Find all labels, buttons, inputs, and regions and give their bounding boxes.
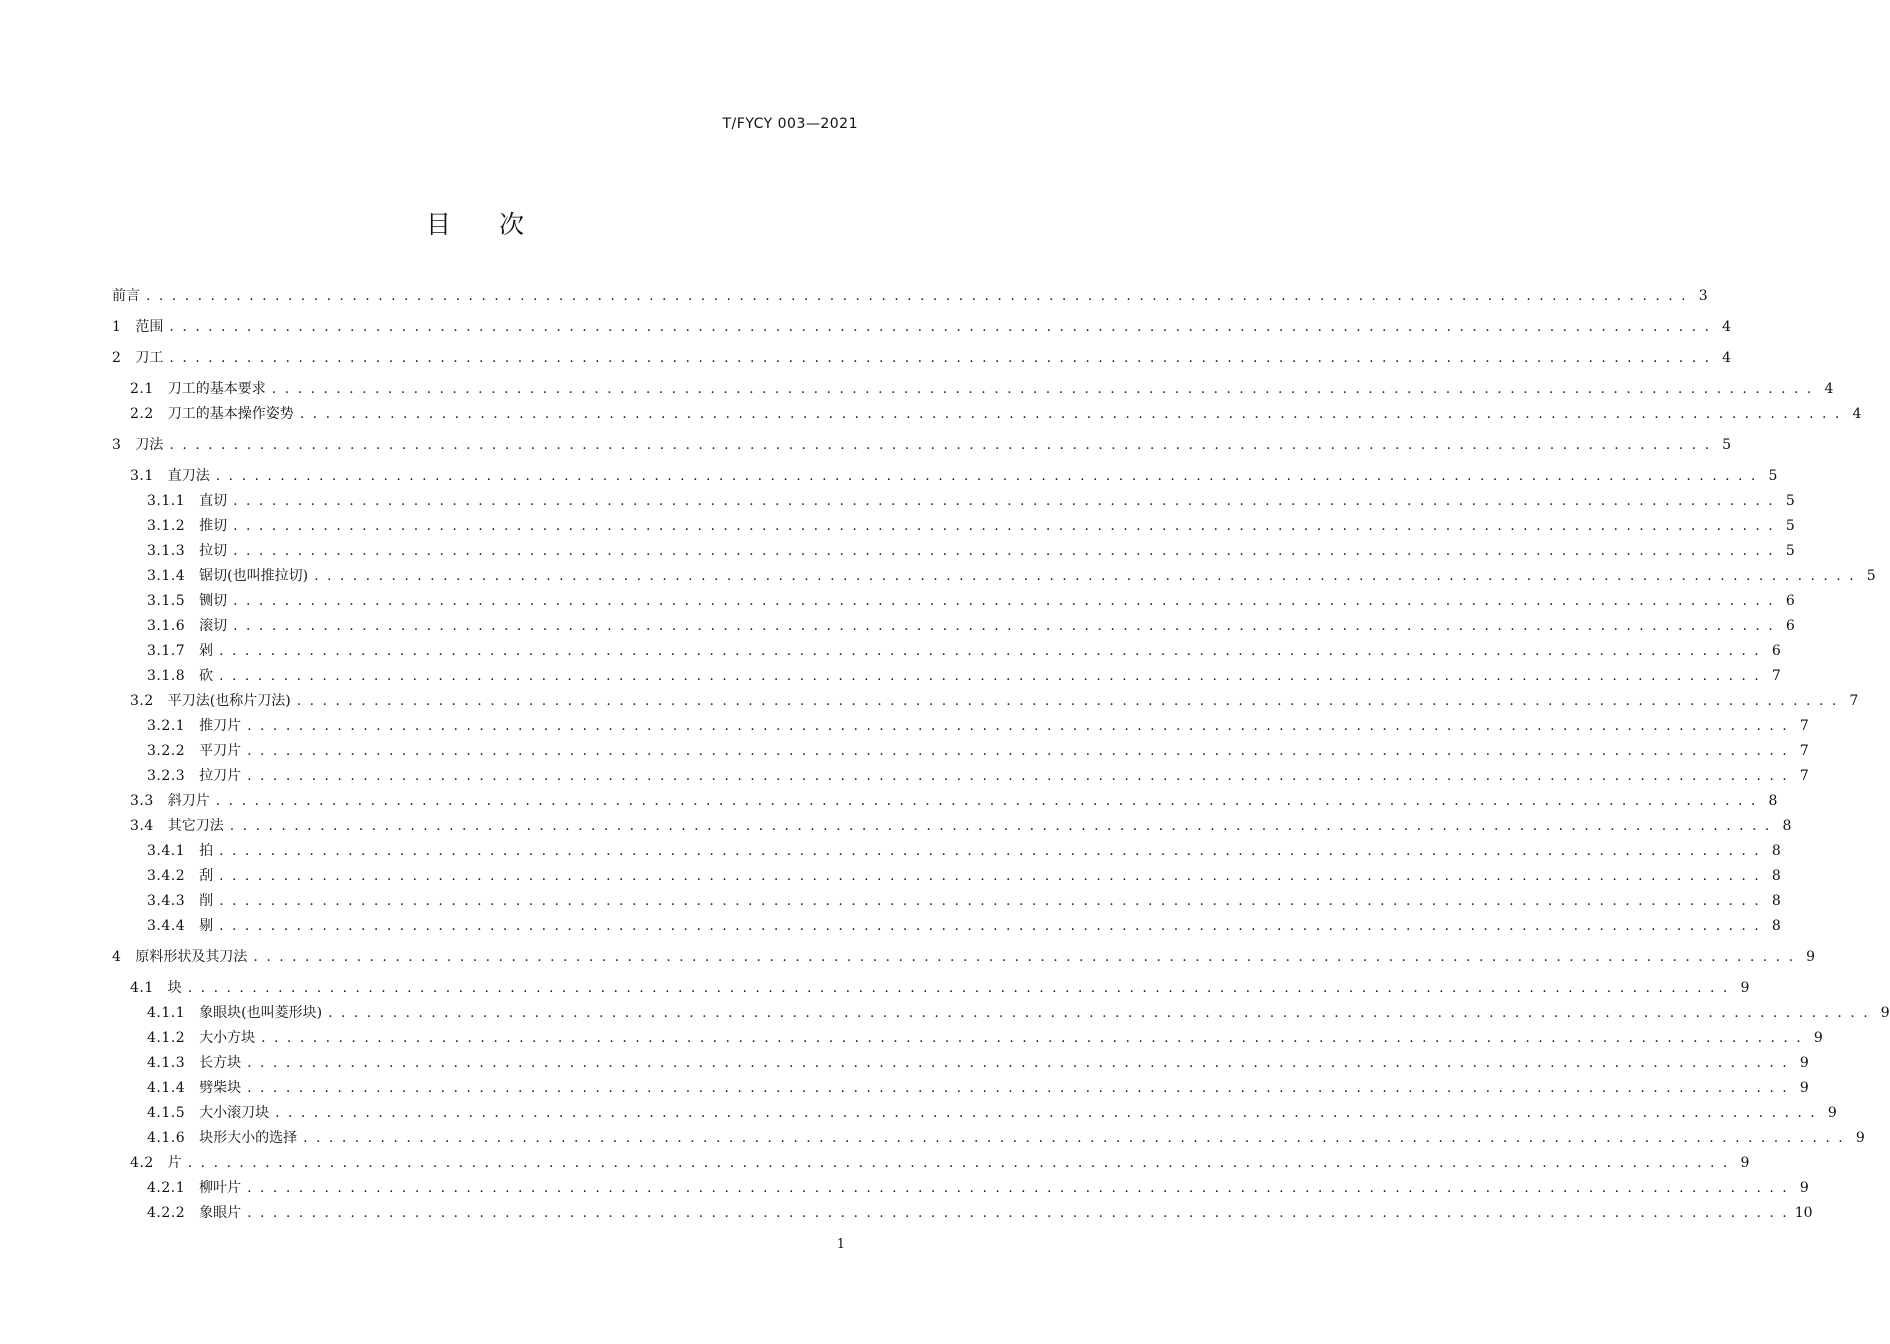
toc-entry-number: 4.1.4 (147, 1080, 186, 1096)
toc-leader-dots: . . . . . . . . . . . . . . . . . . . . . . . . . . . . . . . . . . . . . . . . . . . . . . . . . . . . . . . . . . . . . . . . . . . . . . . . . . . . . . . . . . . . . . . . . . . . . . . . . . . . . . . . . . . . . . . . . . . . . . . . (233, 543, 1775, 559)
toc-entry-number: 3.3 (130, 793, 154, 809)
toc-entry-number: 3.1.2 (147, 518, 186, 534)
toc-entry[interactable] (112, 1151, 1750, 1176)
toc-leader-dots: . . . . . . . . . . . . . . . . . . . . . . . . . . . . . . . . . . . . . . . . . . . . . . . . . . . . . . . . . . . . . . . . . . . . . . . . . . . . . . . . . . . . . . . . . . . . . . . . . . . . . . . . . . . . . . . . . . . . . . . . (169, 319, 1712, 335)
toc-entry[interactable] (112, 739, 1809, 764)
toc-entry-label: 块形大小的选择 (199, 1130, 298, 1146)
toc-leader-dots: . . . . . . . . . . . . . . . . . . . . . . . . . . . . . . . . . . . . . . . . . . . . . . . . . . . . . . . . . . . . . . . . . . . . . . . . . . . . . . . . . . . . . . . . . . . . . . . . . . . . . . . . . . . . . . . . . . . . . . . . (296, 693, 1839, 709)
toc-entry-label: 大小滚刀块 (199, 1105, 270, 1121)
toc-leader-dots: . . . . . . . . . . . . . . . . . . . . . . . . . . . . . . . . . . . . . . . . . . . . . . . . . . . . . . . . . . . . . . . . . . . . . . . . . . . . . . . . . . . . . . . . . . . . . . . . . . . . . . . . . . . . . . . . . . . . . . . . (233, 518, 1775, 534)
toc-entry-number: 4 (112, 949, 122, 965)
toc-entry-label: 片 (167, 1155, 182, 1171)
toc-entry-number: 2 (112, 350, 122, 366)
toc-entry-label: 拍 (199, 843, 214, 859)
toc-leader-dots: . . . . . . . . . . . . . . . . . . . . . . . . . . . . . . . . . . . . . . . . . . . . . . . . . . . . . . . . . . . . . . . . . . . . . . . . . . . . . . . . . . . . . . . . . . . . . . . . . . . . . . . . . . . . . . . . . . . . . . . . (253, 949, 1796, 965)
toc-entry-number: 4.1.5 (147, 1105, 186, 1121)
toc-leader-dots: . . . . . . . . . . . . . . . . . . . . . . . . . . . . . . . . . . . . . . . . . . . . . . . . . . . . . . . . . . . . . . . . . . . . . . . . . . . . . . . . . . . . . . . . . . . . . . . . . . . . . . . . . . . . . . . . . . . . . . . . (314, 568, 1856, 584)
toc-entry-number: 3 (112, 437, 122, 453)
toc-leader-dots: . . . . . . . . . . . . . . . . . . . . . . . . . . . . . . . . . . . . . . . . . . . . . . . . . . . . . . . . . . . . . . . . . . . . . . . . . . . . . . . . . . . . . . . . . . . . . . . . . . . . . . . . . . . . . . . . . . . . . . . . (169, 350, 1712, 366)
toc-leader-dots: . . . . . . . . . . . . . . . . . . . . . . . . . . . . . . . . . . . . . . . . . . . . . . . . . . . . . . . . . . . . . . . . . . . . . . . . . . . . . . . . . . . . . . . . . . . . . . . . . . . . . . . . . . . . . . . . . . . . . . . . (247, 718, 1789, 734)
toc-entry-label: 拉切 (199, 543, 228, 559)
toc-entry-label: 平刀片 (199, 743, 242, 759)
toc-entry-page: 7 (1771, 668, 1781, 684)
toc-entry-page: 5 (1722, 437, 1732, 453)
toc-leader-dots: . . . . . . . . . . . . . . . . . . . . . . . . . . . . . . . . . . . . . . . . . . . . . . . . . . . . . . . . . . . . . . . . . . . . . . . . . . . . . . . . . . . . . . . . . . . . . . . . . . . . . . . . . . . . . . . . . . . . . . . . (146, 288, 1688, 304)
toc-entry[interactable] (112, 614, 1795, 639)
toc-entry[interactable] (112, 1026, 1823, 1051)
toc-entry[interactable] (112, 433, 1732, 458)
toc-leader-dots: . . . . . . . . . . . . . . . . . . . . . . . . . . . . . . . . . . . . . . . . . . . . . . . . . . . . . . . . . . . . . . . . . . . . . . . . . . . . . . . . . . . . . . . . . . . . . . . . . . . . . . . . . . . . . . . . . . . . . . . . (229, 818, 1772, 834)
toc-entry-number: 3.2.1 (147, 718, 186, 734)
toc-entry-page: 9 (1806, 949, 1816, 965)
toc-entry[interactable] (112, 889, 1781, 914)
toc-leader-dots: . . . . . . . . . . . . . . . . . . . . . . . . . . . . . . . . . . . . . . . . . . . . . . . . . . . . . . . . . . . . . . . . . . . . . . . . . . . . . . . . . . . . . . . . . . . . . . . . . . . . . . . . . . . . . . . . . . . . . . . . (219, 643, 1761, 659)
toc-entry-number: 4.2 (130, 1155, 154, 1171)
toc-entry-label: 直刀法 (167, 468, 210, 484)
toc-entry-label: 推刀片 (199, 718, 242, 734)
toc-entry-number: 2.2 (130, 406, 154, 422)
toc-leader-dots: . . . . . . . . . . . . . . . . . . . . . . . . . . . . . . . . . . . . . . . . . . . . . . . . . . . . . . . . . . . . . . . . . . . . . . . . . . . . . . . . . . . . . . . . . . . . . . . . . . . . . . . . . . . . . . . . . . . . . . . . (219, 843, 1761, 859)
toc-entry-page: 8 (1768, 793, 1778, 809)
toc-entry-page: 4 (1722, 319, 1732, 335)
toc-entry[interactable] (112, 284, 1708, 309)
toc-entry[interactable] (112, 814, 1792, 839)
document-code: T/FYCY 003—2021 (722, 116, 858, 132)
toc-entry-number: 3.4.3 (147, 893, 186, 909)
toc-entry[interactable] (112, 914, 1781, 939)
toc-entry[interactable] (112, 539, 1795, 564)
toc-entry-page: 7 (1799, 718, 1809, 734)
toc-entry-page: 9 (1880, 1005, 1890, 1021)
toc-entry[interactable] (112, 664, 1781, 689)
toc-entry-number: 3.1.5 (147, 593, 186, 609)
toc-entry-label: 刀工的基本要求 (167, 381, 266, 397)
toc-leader-dots: . . . . . . . . . . . . . . . . . . . . . . . . . . . . . . . . . . . . . . . . . . . . . . . . . . . . . . . . . . . . . . . . . . . . . . . . . . . . . . . . . . . . . . . . . . . . . . . . . . . . . . . . . . . . . . . . . . . . . . . . (233, 618, 1775, 634)
toc-entry-page: 5 (1768, 468, 1778, 484)
toc-leader-dots: . . . . . . . . . . . . . . . . . . . . . . . . . . . . . . . . . . . . . . . . . . . . . . . . . . . . . . . . . . . . . . . . . . . . . . . . . . . . . . . . . . . . . . . . . . . . . . . . . . . . . . . . . . . . . . . . . . . . . . . . (219, 868, 1761, 884)
toc-entry[interactable] (112, 377, 1834, 402)
toc-entry-label: 范围 (135, 319, 164, 335)
toc-leader-dots: . . . . . . . . . . . . . . . . . . . . . . . . . . . . . . . . . . . . . . . . . . . . . . . . . . . . . . . . . . . . . . . . . . . . . . . . . . . . . . . . . . . . . . . . . . . . . . . . . . . . . . . . . . . . . . . . . . . . . . . . (215, 468, 1758, 484)
toc-entry-number: 3.2.3 (147, 768, 186, 784)
toc-entry-label: 滚切 (199, 618, 228, 634)
toc-entry-label: 柳叶片 (199, 1180, 242, 1196)
toc-entry[interactable] (112, 315, 1732, 340)
toc-entry-page: 9 (1799, 1055, 1809, 1071)
toc-leader-dots: . . . . . . . . . . . . . . . . . . . . . . . . . . . . . . . . . . . . . . . . . . . . . . . . . . . . . . . . . . . . . . . . . . . . . . . . . . . . . . . . . . . . . . . . . . . . . . . . . . . . . . . . . . . . . . . . . . . . . . . . (169, 437, 1712, 453)
toc-entry-page: 5 (1785, 518, 1795, 534)
toc-entry-page: 9 (1855, 1130, 1865, 1146)
toc-entry-label: 其它刀法 (167, 818, 224, 834)
toc-leader-dots: . . . . . . . . . . . . . . . . . . . . . . . . . . . . . . . . . . . . . . . . . . . . . . . . . . . . . . . . . . . . . . . . . . . . . . . . . . . . . . . . . . . . . . . . . . . . . . . . . . . . . . . . . . . . . . . . . . . . . . . . (303, 1130, 1845, 1146)
toc-entry-label: 大小方块 (199, 1030, 256, 1046)
toc-entry-page: 8 (1771, 893, 1781, 909)
toc-entry-page: 4 (1722, 350, 1732, 366)
toc-entry-label: 拉刀片 (199, 768, 242, 784)
toc-entry-page: 9 (1740, 1155, 1750, 1171)
toc-entry-number: 3.1.6 (147, 618, 186, 634)
toc-entry-label: 刀法 (135, 437, 164, 453)
toc-leader-dots: . . . . . . . . . . . . . . . . . . . . . . . . . . . . . . . . . . . . . . . . . . . . . . . . . . . . . . . . . . . . . . . . . . . . . . . . . . . . . . . . . . . . . . . . . . . . . . . . . . . . . . . . . . . . . . . . . . . . . . . . (328, 1005, 1870, 1021)
toc-entry-number: 3.2.2 (147, 743, 186, 759)
toc-entry-label: 原料形状及其刀法 (135, 949, 248, 965)
toc-entry-label: 砍 (199, 668, 214, 684)
toc-entry-page: 8 (1771, 868, 1781, 884)
toc-entry-page: 9 (1740, 980, 1750, 996)
toc-entry[interactable] (112, 864, 1781, 889)
toc-leader-dots: . . . . . . . . . . . . . . . . . . . . . . . . . . . . . . . . . . . . . . . . . . . . . . . . . . . . . . . . . . . . . . . . . . . . . . . . . . . . . . . . . . . . . . . . . . . . . . . . . . . . . . . . . . . . . . . . . . . . . . . . (271, 381, 1814, 397)
toc-leader-dots: . . . . . . . . . . . . . . . . . . . . . . . . . . . . . . . . . . . . . . . . . . . . . . . . . . . . . . . . . . . . . . . . . . . . . . . . . . . . . . . . . . . . . . . . . . . . . . . . . . . . . . . . . . . . . . . . . . . . . . . . (233, 593, 1775, 609)
toc-entry-number: 3.4.2 (147, 868, 186, 884)
toc-leader-dots: . . . . . . . . . . . . . . . . . . . . . . . . . . . . . . . . . . . . . . . . . . . . . . . . . . . . . . . . . . . . . . . . . . . . . . . . . . . . . . . . . . . . . . . . . . . . . . . . . . . . . . . . . . . . . . . . . . . . . . . . (219, 668, 1761, 684)
toc-entry[interactable] (112, 689, 1859, 714)
toc-entry[interactable] (112, 514, 1795, 539)
toc-entry-number: 3.1.7 (147, 643, 186, 659)
toc-entry-label: 平刀法(也称片刀法) (167, 693, 291, 709)
toc-entry-label: 前言 (112, 288, 140, 304)
toc-entry-page: 8 (1782, 818, 1792, 834)
toc-entry[interactable] (112, 714, 1809, 739)
toc-leader-dots: . . . . . . . . . . . . . . . . . . . . . . . . . . . . . . . . . . . . . . . . . . . . . . . . . . . . . . . . . . . . . . . . . . . . . . . . . . . . . . . . . . . . . . . . . . . . . . . . . . . . . . . . . . . . . . . . . . . . . . . . (247, 1205, 1789, 1221)
toc-entry[interactable] (112, 402, 1862, 427)
toc-leader-dots: . . . . . . . . . . . . . . . . . . . . . . . . . . . . . . . . . . . . . . . . . . . . . . . . . . . . . . . . . . . . . . . . . . . . . . . . . . . . . . . . . . . . . . . . . . . . . . . . . . . . . . . . . . . . . . . . . . . . . . . . (233, 493, 1775, 509)
toc-entry[interactable] (112, 764, 1809, 789)
toc-entry-page: 9 (1799, 1080, 1809, 1096)
toc-leader-dots: . . . . . . . . . . . . . . . . . . . . . . . . . . . . . . . . . . . . . . . . . . . . . . . . . . . . . . . . . . . . . . . . . . . . . . . . . . . . . . . . . . . . . . . . . . . . . . . . . . . . . . . . . . . . . . . . . . . . . . . . (247, 1055, 1789, 1071)
toc-leader-dots: . . . . . . . . . . . . . . . . . . . . . . . . . . . . . . . . . . . . . . . . . . . . . . . . . . . . . . . . . . . . . . . . . . . . . . . . . . . . . . . . . . . . . . . . . . . . . . . . . . . . . . . . . . . . . . . . . . . . . . . . (275, 1105, 1817, 1121)
toc-entry-label: 块 (167, 980, 182, 996)
toc-entry-page: 10 (1794, 1205, 1813, 1221)
toc-entry-label: 剁 (199, 643, 214, 659)
toc-entry[interactable] (112, 976, 1750, 1001)
toc-leader-dots: . . . . . . . . . . . . . . . . . . . . . . . . . . . . . . . . . . . . . . . . . . . . . . . . . . . . . . . . . . . . . . . . . . . . . . . . . . . . . . . . . . . . . . . . . . . . . . . . . . . . . . . . . . . . . . . . . . . . . . . . (187, 980, 1730, 996)
toc-entry[interactable] (112, 839, 1781, 864)
toc-entry-number: 3.1.4 (147, 568, 186, 584)
toc-entry-number: 4.2.1 (147, 1180, 186, 1196)
toc-entry-page: 6 (1785, 618, 1795, 634)
toc-entry-number: 3.4.4 (147, 918, 186, 934)
toc-entry-label: 刀工 (135, 350, 164, 366)
toc-entry-page: 6 (1785, 593, 1795, 609)
toc-entry[interactable] (112, 564, 1876, 589)
toc-leader-dots: . . . . . . . . . . . . . . . . . . . . . . . . . . . . . . . . . . . . . . . . . . . . . . . . . . . . . . . . . . . . . . . . . . . . . . . . . . . . . . . . . . . . . . . . . . . . . . . . . . . . . . . . . . . . . . . . . . . . . . . . (215, 793, 1758, 809)
toc-entry-number: 1 (112, 319, 122, 335)
toc-entry[interactable] (112, 1051, 1809, 1076)
page-title: 目 次 (426, 210, 544, 239)
toc-entry-label: 锯切(也叫推拉切) (199, 568, 309, 584)
toc-entry-number: 3.1.8 (147, 668, 186, 684)
toc-entry-number: 3.1 (130, 468, 154, 484)
toc-leader-dots: . . . . . . . . . . . . . . . . . . . . . . . . . . . . . . . . . . . . . . . . . . . . . . . . . . . . . . . . . . . . . . . . . . . . . . . . . . . . . . . . . . . . . . . . . . . . . . . . . . . . . . . . . . . . . . . . . . . . . . . . (219, 893, 1761, 909)
toc-entry-number: 4.1.2 (147, 1030, 186, 1046)
toc-leader-dots: . . . . . . . . . . . . . . . . . . . . . . . . . . . . . . . . . . . . . . . . . . . . . . . . . . . . . . . . . . . . . . . . . . . . . . . . . . . . . . . . . . . . . . . . . . . . . . . . . . . . . . . . . . . . . . . . . . . . . . . . (299, 406, 1842, 422)
toc-entry-page: 6 (1771, 643, 1781, 659)
toc-entry[interactable] (112, 1101, 1837, 1126)
toc-entry-label: 劈柴块 (199, 1080, 242, 1096)
toc-leader-dots: . . . . . . . . . . . . . . . . . . . . . . . . . . . . . . . . . . . . . . . . . . . . . . . . . . . . . . . . . . . . . . . . . . . . . . . . . . . . . . . . . . . . . . . . . . . . . . . . . . . . . . . . . . . . . . . . . . . . . . . . (247, 743, 1789, 759)
toc-entry-number: 3.2 (130, 693, 154, 709)
toc-entry-number: 3.4.1 (147, 843, 186, 859)
toc-entry-number: 4.1 (130, 980, 154, 996)
toc-entry-page: 8 (1771, 918, 1781, 934)
toc-entry-page: 9 (1827, 1105, 1837, 1121)
toc-entry-page: 4 (1824, 381, 1834, 397)
toc-entry-number: 4.1.3 (147, 1055, 186, 1071)
toc-entry-label: 斜刀片 (167, 793, 210, 809)
toc-entry-page: 7 (1799, 743, 1809, 759)
toc-entry[interactable] (112, 639, 1781, 664)
toc-entry-number: 2.1 (130, 381, 154, 397)
toc-leader-dots: . . . . . . . . . . . . . . . . . . . . . . . . . . . . . . . . . . . . . . . . . . . . . . . . . . . . . . . . . . . . . . . . . . . . . . . . . . . . . . . . . . . . . . . . . . . . . . . . . . . . . . . . . . . . . . . . . . . . . . . . (247, 1080, 1789, 1096)
toc-entry-page: 5 (1785, 493, 1795, 509)
toc-entry-number: 4.1.6 (147, 1130, 186, 1146)
toc-entry-label: 象眼块(也叫菱形块) (199, 1005, 323, 1021)
toc-entry[interactable] (112, 464, 1778, 489)
toc-entry-page: 3 (1698, 288, 1708, 304)
toc-entry-label: 象眼片 (199, 1205, 242, 1221)
toc-entry-label: 直切 (199, 493, 228, 509)
toc-entry[interactable] (112, 1076, 1809, 1101)
toc-entry-page: 9 (1799, 1180, 1809, 1196)
toc-entry[interactable] (112, 1126, 1865, 1151)
toc-entry-number: 3.4 (130, 818, 154, 834)
toc-entry[interactable] (112, 1001, 1890, 1026)
toc-entry-label: 削 (199, 893, 214, 909)
toc-entry-number: 3.1.3 (147, 543, 186, 559)
toc-entry-page: 7 (1849, 693, 1859, 709)
toc-entry-label: 铡切 (199, 593, 228, 609)
toc-entry-page: 9 (1813, 1030, 1823, 1046)
toc-leader-dots: . . . . . . . . . . . . . . . . . . . . . . . . . . . . . . . . . . . . . . . . . . . . . . . . . . . . . . . . . . . . . . . . . . . . . . . . . . . . . . . . . . . . . . . . . . . . . . . . . . . . . . . . . . . . . . . . . . . . . . . . (261, 1030, 1803, 1046)
table-of-contents (112, 284, 1890, 1226)
toc-entry-page: 8 (1771, 843, 1781, 859)
toc-entry-number: 4.1.1 (147, 1005, 186, 1021)
footer-page-number: 1 (836, 1237, 845, 1252)
toc-entry-page: 7 (1799, 768, 1809, 784)
toc-entry-label: 刀工的基本操作姿势 (167, 406, 294, 422)
toc-entry[interactable] (112, 489, 1795, 514)
toc-entry[interactable] (112, 346, 1732, 371)
toc-leader-dots: . . . . . . . . . . . . . . . . . . . . . . . . . . . . . . . . . . . . . . . . . . . . . . . . . . . . . . . . . . . . . . . . . . . . . . . . . . . . . . . . . . . . . . . . . . . . . . . . . . . . . . . . . . . . . . . . . . . . . . . . (247, 1180, 1789, 1196)
toc-entry-page: 5 (1785, 543, 1795, 559)
toc-entry-label: 长方块 (199, 1055, 242, 1071)
toc-entry[interactable] (112, 589, 1795, 614)
toc-entry-page: 5 (1866, 568, 1876, 584)
toc-entry-number: 4.2.2 (147, 1205, 186, 1221)
toc-leader-dots: . . . . . . . . . . . . . . . . . . . . . . . . . . . . . . . . . . . . . . . . . . . . . . . . . . . . . . . . . . . . . . . . . . . . . . . . . . . . . . . . . . . . . . . . . . . . . . . . . . . . . . . . . . . . . . . . . . . . . . . . (247, 768, 1789, 784)
toc-entry[interactable] (112, 1201, 1813, 1226)
toc-entry[interactable] (112, 945, 1816, 970)
toc-entry-page: 4 (1852, 406, 1862, 422)
toc-entry-label: 剔 (199, 918, 214, 934)
toc-entry[interactable] (112, 1176, 1809, 1201)
toc-entry-label: 刮 (199, 868, 214, 884)
toc-leader-dots: . . . . . . . . . . . . . . . . . . . . . . . . . . . . . . . . . . . . . . . . . . . . . . . . . . . . . . . . . . . . . . . . . . . . . . . . . . . . . . . . . . . . . . . . . . . . . . . . . . . . . . . . . . . . . . . . . . . . . . . . (187, 1155, 1730, 1171)
toc-entry-number: 3.1.1 (147, 493, 186, 509)
toc-leader-dots: . . . . . . . . . . . . . . . . . . . . . . . . . . . . . . . . . . . . . . . . . . . . . . . . . . . . . . . . . . . . . . . . . . . . . . . . . . . . . . . . . . . . . . . . . . . . . . . . . . . . . . . . . . . . . . . . . . . . . . . . (219, 918, 1761, 934)
toc-entry[interactable] (112, 789, 1778, 814)
toc-entry-label: 推切 (199, 518, 228, 534)
